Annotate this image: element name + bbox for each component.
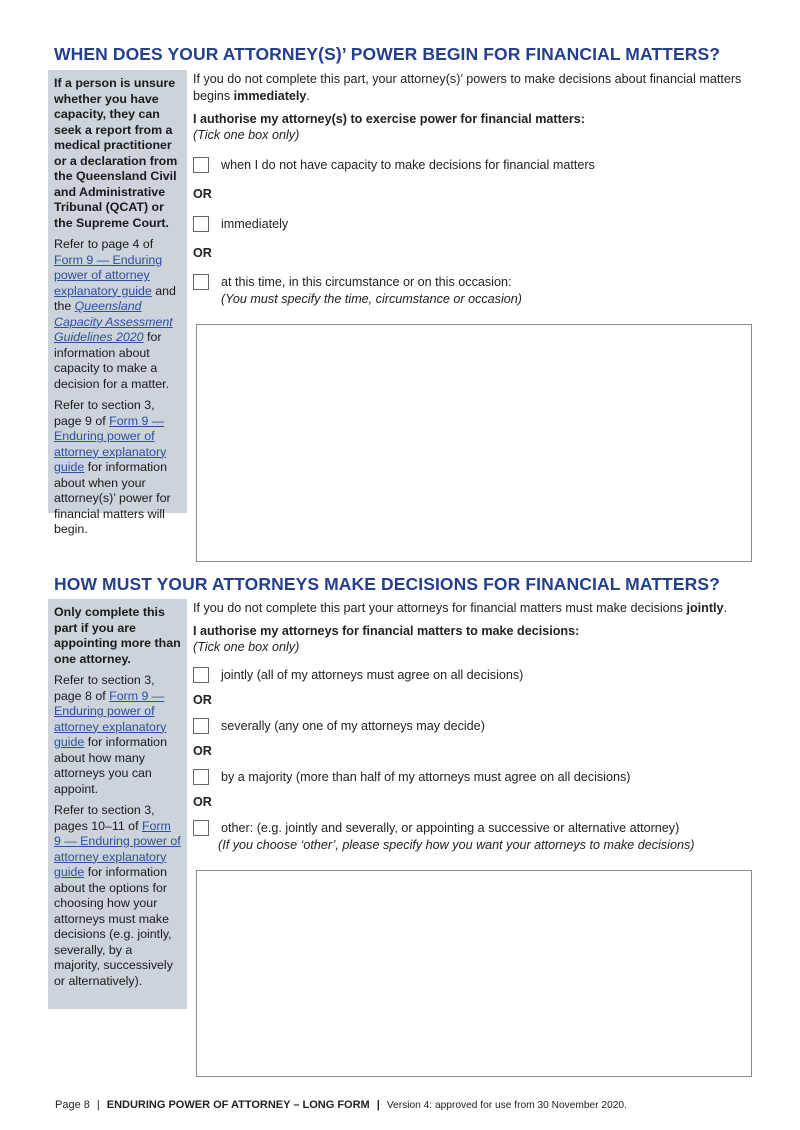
explanatory-guide-link[interactable]: Form 9 — Enduring power of attorney explanatory guide	[54, 688, 167, 749]
sidebar-text: Refer to section 3, page 8 of	[54, 673, 155, 703]
intro-emphasis: immediately	[233, 89, 307, 103]
sidebar-paragraph	[54, 398, 181, 538]
sidebar-paragraph	[54, 237, 181, 392]
checkbox[interactable]	[193, 157, 209, 173]
sidebar-lead: If a person is unsure whether you have capacity, they can seek a report from a medical practitioner or a declaration from the Queensland Civil and Administrative Tribunal (QCAT) or the Supreme Court.	[54, 76, 178, 230]
checkbox[interactable]	[193, 216, 209, 232]
sidebar-text: for information about capacity to make a decision for a matter.	[54, 330, 170, 391]
option-when-no-capacity[interactable]	[193, 157, 595, 174]
version-note: Version 4: approved for use from 30 November 2020.	[386, 1100, 627, 1111]
capacity-guidelines-link[interactable]: Queensland Capacity Assessment Guidelines 2020	[54, 299, 173, 344]
page-number: Page 8	[55, 1099, 90, 1111]
or-label: OR	[193, 693, 212, 707]
sidebar-text: for information about when your attorney(s)’ power for financial matters will begin.	[54, 460, 171, 536]
option-other[interactable]	[193, 820, 679, 837]
option-specific-time[interactable]	[193, 274, 522, 308]
option-immediately[interactable]	[193, 216, 288, 233]
option-majority[interactable]	[193, 769, 630, 786]
option-note: (You must specify the time, circumstance or occasion)	[221, 292, 522, 306]
intro-text: If you do not complete this part, your attorney(s)’ powers to make decisions about financial matters begins	[193, 72, 742, 103]
sidebar-text: Refer to section 3, pages 10–11 of	[54, 803, 155, 833]
option-text: at this time, in this circumstance or on this occasion:	[221, 275, 512, 289]
intro-text: .	[723, 601, 728, 615]
sidebar-paragraph	[54, 673, 181, 797]
section1-authorise-heading: I authorise my attorney(s) to exercise power for financial matters:	[193, 112, 585, 126]
checkbox[interactable]	[193, 667, 209, 683]
section2-title: HOW MUST YOUR ATTORNEYS MAKE DECISIONS FOR FINANCIAL MATTERS?	[54, 574, 720, 594]
section1-title: WHEN DOES YOUR ATTORNEY(S)’ POWER BEGIN FOR FINANCIAL MATTERS?	[54, 44, 721, 64]
section2-authorise-heading: I authorise my attorneys for financial matters to make decisions:	[193, 624, 580, 638]
explanatory-guide-link[interactable]: Form 9 — Enduring power of attorney explanatory guide	[54, 252, 163, 298]
section2-instructions	[193, 600, 753, 655]
checkbox[interactable]	[193, 718, 209, 734]
checkbox[interactable]	[193, 769, 209, 785]
intro-emphasis: jointly	[686, 601, 724, 615]
option-label: immediately	[221, 217, 289, 231]
explanatory-guide-link[interactable]: Form 9 — Enduring power of attorney explanatory guide	[54, 818, 181, 879]
section2-tick-note: (Tick one box only)	[193, 640, 300, 654]
explanatory-guide-link[interactable]: Form 9 — Enduring power of attorney explanatory guide	[54, 413, 167, 474]
sidebar-text: and the	[54, 283, 176, 313]
option-label	[221, 820, 679, 837]
option-label: jointly (all of my attorneys must agree on all decisions)	[221, 668, 524, 682]
footer-divider: |	[96, 1099, 100, 1111]
section2-sidebar-note	[48, 599, 187, 1009]
intro-text: If you do not complete this part your attorneys for financial matters must make decisions	[193, 601, 687, 615]
or-label: OR	[193, 795, 212, 809]
specify-occasion-textbox[interactable]	[196, 324, 752, 562]
or-label: OR	[193, 187, 212, 201]
option-severally[interactable]	[193, 718, 485, 735]
option-text: other: (e.g. jointly and severally, or appointing a successive or alternative attorney)	[221, 821, 680, 835]
sidebar-lead: Only complete this part if you are appointing more than one attorney.	[54, 605, 181, 666]
option-jointly[interactable]	[193, 667, 523, 684]
or-label: OR	[193, 744, 212, 758]
section1-sidebar-note	[48, 70, 187, 536]
page-footer	[55, 1099, 627, 1111]
option-label: by a majority (more than half of my attorneys must agree on all decisions)	[221, 770, 631, 784]
sidebar-text: for information about how many attorneys you can appoint.	[54, 735, 167, 796]
section1-tick-note: (Tick one box only)	[193, 128, 300, 142]
option-label: when I do not have capacity to make decisions for financial matters	[221, 158, 595, 172]
sidebar-text: for information about the options for choosing how your attorneys must make decisions (e.g. jointly, severally, by a majority, successively or alternatively).	[54, 865, 173, 988]
sidebar-paragraph	[54, 803, 181, 989]
form-title: ENDURING POWER OF ATTORNEY – LONG FORM	[106, 1099, 370, 1111]
checkbox[interactable]	[193, 820, 209, 836]
footer-divider: |	[376, 1099, 380, 1111]
sidebar-text: Refer to page 4 of	[54, 237, 154, 251]
intro-text: .	[306, 89, 310, 103]
option-label	[221, 274, 522, 308]
section1-instructions	[193, 71, 753, 143]
section2-intro	[193, 600, 753, 617]
option-other-note: (If you choose ‘other’, please specify how you want your attorneys to make decisions)	[218, 838, 695, 852]
specify-other-textbox[interactable]	[196, 870, 752, 1077]
option-label: severally (any one of my attorneys may decide)	[221, 719, 485, 733]
checkbox[interactable]	[193, 274, 209, 290]
or-label: OR	[193, 246, 212, 260]
sidebar-text: Refer to section 3, page 9 of	[54, 398, 155, 428]
section1-intro	[193, 71, 753, 105]
